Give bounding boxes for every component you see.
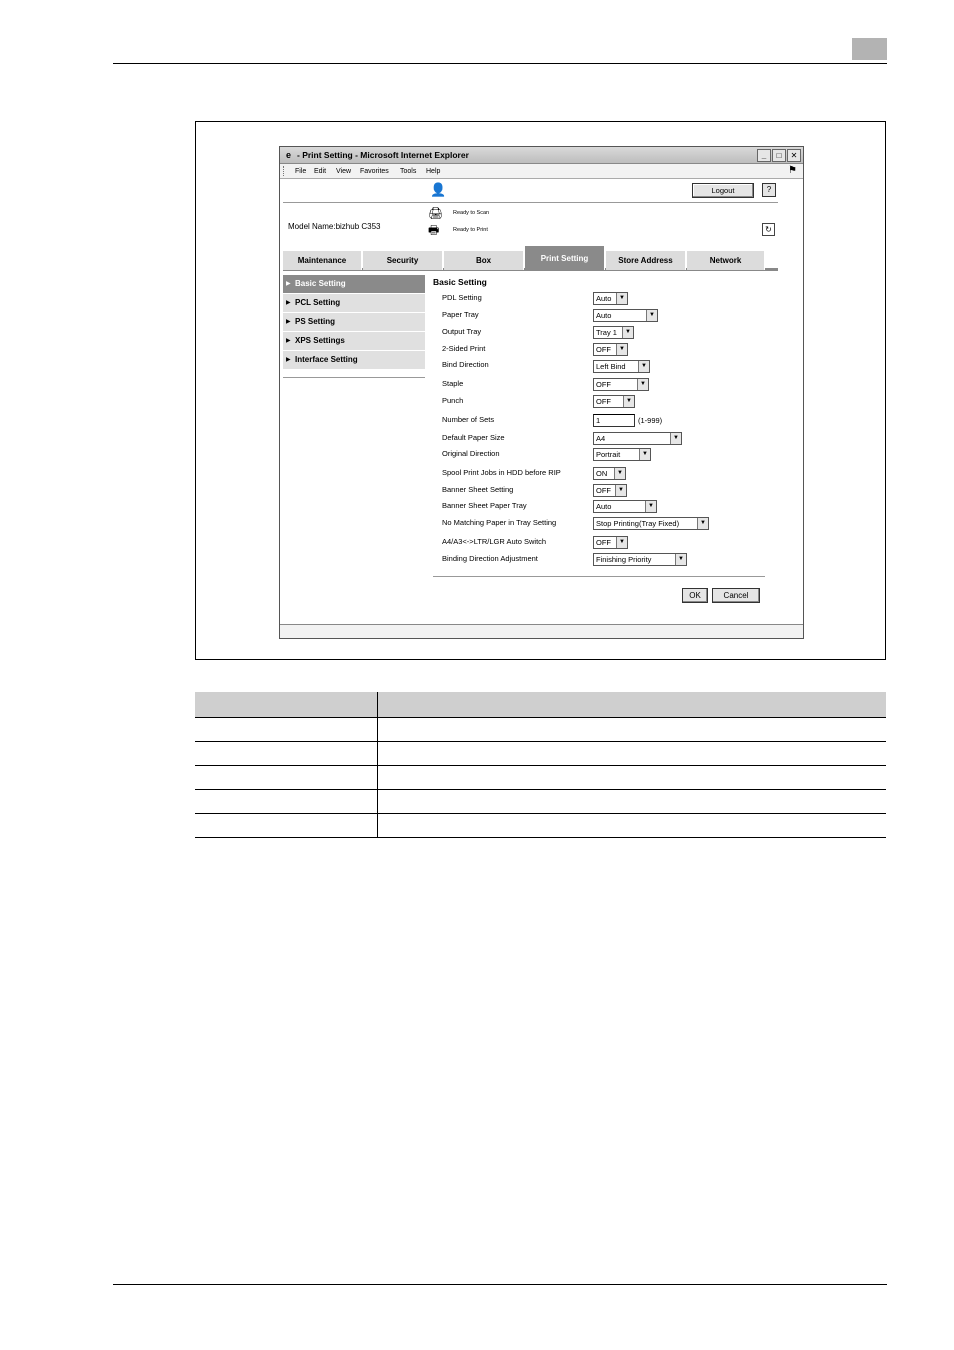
screenshot-figure	[195, 121, 886, 660]
auto-switch-value: OFF	[596, 538, 611, 547]
tab-box[interactable]: Box	[444, 251, 524, 270]
minimize-button[interactable]: _	[757, 149, 771, 162]
staple-select[interactable]	[593, 378, 649, 391]
chevron-down-icon: ▼	[645, 501, 656, 512]
bind-direction-label: Bind Direction	[442, 360, 489, 369]
window-title: - Print Setting - Microsoft Internet Explorer	[297, 150, 469, 160]
two-sided-print-label: 2-Sided Print	[442, 344, 486, 353]
staple-label: Staple	[442, 379, 464, 388]
refresh-icon[interactable]: ↻	[762, 223, 775, 236]
punch-select[interactable]	[593, 395, 635, 408]
sidebar-divider	[283, 377, 425, 379]
output-tray-select[interactable]	[593, 326, 634, 339]
default-paper-size-value: A4	[596, 434, 606, 443]
sidebar-item-ps-setting[interactable]	[283, 313, 425, 331]
table-cell	[377, 789, 886, 813]
banner-sheet-setting-select[interactable]	[593, 484, 627, 497]
punch-label: Punch	[442, 396, 464, 405]
chevron-down-icon: ▼	[622, 327, 633, 338]
help-button[interactable]: ?	[762, 183, 776, 197]
default-paper-size-select[interactable]	[593, 432, 682, 445]
triangle-right-icon: ▶	[286, 357, 291, 363]
spool-print-jobs-label: Spool Print Jobs in HDD before RIP	[442, 468, 561, 477]
table-cell	[377, 813, 886, 837]
no-matching-paper-label: No Matching Paper in Tray Setting	[442, 518, 557, 527]
sidebar-item-xps-settings[interactable]	[283, 332, 425, 350]
table-row	[195, 717, 886, 741]
page-number-tab	[852, 38, 887, 60]
chevron-down-icon: ▼	[670, 433, 681, 444]
table-cell	[195, 717, 377, 741]
windows-flag-icon: ⚑	[788, 165, 797, 176]
paper-tray-value: Auto	[596, 311, 612, 320]
scan-status: Ready to Scan	[453, 210, 490, 216]
table-header-cell	[195, 692, 377, 717]
bind-direction-value: Left Bind	[596, 362, 626, 371]
banner-sheet-setting-label: Banner Sheet Setting	[442, 485, 514, 494]
menu-tools[interactable]: Tools	[400, 168, 417, 175]
menu-edit[interactable]: Edit	[314, 168, 327, 175]
printer-icon: 🖶	[428, 223, 440, 237]
form-divider	[433, 576, 765, 577]
pdl-setting-label: PDL Setting	[442, 293, 482, 302]
number-of-sets-input[interactable]: 1	[593, 414, 635, 427]
chevron-down-icon: ▼	[615, 485, 626, 496]
chevron-down-icon: ▼	[616, 344, 627, 355]
original-direction-select[interactable]	[593, 448, 651, 461]
chevron-down-icon: ▼	[616, 293, 627, 304]
sidebar	[283, 275, 425, 379]
ie-logo-icon: e	[285, 150, 291, 160]
triangle-right-icon: ▶	[286, 338, 291, 344]
default-paper-size-label: Default Paper Size	[442, 433, 505, 442]
table-row	[195, 765, 886, 789]
spool-print-jobs-select[interactable]	[593, 467, 626, 480]
triangle-right-icon: ▶	[286, 281, 291, 287]
sidebar-item-basic-setting[interactable]	[283, 275, 425, 293]
pdl-setting-select[interactable]	[593, 292, 628, 305]
tab-maintenance[interactable]: Maintenance	[283, 251, 362, 270]
menu-view[interactable]: View	[336, 168, 352, 175]
no-matching-paper-select[interactable]	[593, 517, 709, 530]
model-name: Model Name:bizhub C353	[288, 222, 381, 231]
auto-switch-select[interactable]	[593, 536, 628, 549]
header-divider	[283, 202, 778, 203]
table-header-cell	[377, 692, 886, 717]
table-cell	[377, 765, 886, 789]
window-titlebar	[280, 147, 803, 164]
output-tray-value: Tray 1	[596, 328, 617, 337]
close-button[interactable]: ✕	[787, 149, 801, 162]
cancel-button[interactable]: Cancel	[712, 588, 760, 603]
chevron-down-icon: ▼	[697, 518, 708, 529]
banner-sheet-setting-value: OFF	[596, 486, 611, 495]
tab-bar	[283, 249, 778, 271]
basic-setting-panel	[433, 275, 778, 615]
maximize-button[interactable]: □	[772, 149, 786, 162]
sidebar-item-pcl-setting[interactable]	[283, 294, 425, 312]
table-cell	[195, 741, 377, 765]
triangle-right-icon: ▶	[286, 319, 291, 325]
menu-bar	[280, 164, 803, 179]
document-table	[195, 692, 886, 838]
table-cell	[195, 765, 377, 789]
tab-store-address[interactable]: Store Address	[606, 251, 686, 270]
print-status: Ready to Print	[453, 227, 488, 233]
browser-status-bar	[280, 624, 803, 639]
menu-help[interactable]: Help	[426, 168, 441, 175]
binding-direction-adjustment-label: Binding Direction Adjustment	[442, 554, 538, 563]
page-top-rule	[113, 63, 887, 64]
table-cell	[377, 717, 886, 741]
number-of-sets-label: Number of Sets	[442, 415, 495, 424]
sidebar-item-label: PS Setting	[295, 317, 336, 326]
chevron-down-icon: ▼	[616, 537, 627, 548]
table-cell	[195, 813, 377, 837]
bind-direction-select[interactable]	[593, 360, 650, 373]
chevron-down-icon: ▼	[675, 554, 686, 565]
web-app	[283, 180, 778, 635]
ok-button[interactable]: OK	[682, 588, 708, 603]
two-sided-print-select[interactable]	[593, 343, 628, 356]
tab-print-setting[interactable]: Print Setting	[525, 246, 605, 270]
output-tray-label: Output Tray	[442, 327, 482, 336]
table-header-row	[195, 692, 886, 717]
staple-value: OFF	[596, 380, 611, 389]
ie-window	[279, 146, 804, 639]
sidebar-item-label: Basic Setting	[295, 279, 346, 288]
table-row	[195, 789, 886, 813]
chevron-down-icon: ▼	[639, 449, 650, 460]
page-bottom-rule	[113, 1284, 887, 1285]
triangle-right-icon: ▶	[286, 300, 291, 306]
table-row	[195, 741, 886, 765]
pdl-setting-value: Auto	[596, 294, 612, 303]
chevron-down-icon: ▼	[614, 468, 625, 479]
original-direction-label: Original Direction	[442, 449, 500, 458]
punch-value: OFF	[596, 397, 611, 406]
logout-button[interactable]: Logout	[692, 183, 754, 198]
banner-sheet-paper-tray-label: Banner Sheet Paper Tray	[442, 501, 527, 510]
banner-sheet-paper-tray-value: Auto	[596, 502, 612, 511]
binding-direction-adjustment-value: Finishing Priority	[596, 555, 652, 564]
number-of-sets-range: (1-999)	[638, 416, 663, 425]
menubar-grip	[283, 166, 285, 176]
table-row	[195, 813, 886, 837]
table-cell	[377, 741, 886, 765]
chevron-down-icon: ▼	[637, 379, 648, 390]
tab-network[interactable]: Network	[687, 251, 765, 270]
table-cell	[195, 789, 377, 813]
banner-sheet-paper-tray-select[interactable]	[593, 500, 657, 513]
original-direction-value: Portrait	[596, 450, 621, 459]
section-title: Basic Setting	[433, 277, 487, 287]
tab-security[interactable]: Security	[363, 251, 443, 270]
paper-tray-select[interactable]	[593, 309, 658, 322]
auto-switch-label: A4/A3<->LTR/LGR Auto Switch	[442, 537, 547, 546]
sidebar-item-label: PCL Setting	[295, 298, 341, 307]
chevron-down-icon: ▼	[646, 310, 657, 321]
two-sided-print-value: OFF	[596, 345, 611, 354]
sidebar-item-label: Interface Setting	[295, 355, 358, 364]
spool-print-jobs-value: ON	[596, 469, 608, 478]
user-icon: 👤	[430, 182, 447, 197]
binding-direction-adjustment-select[interactable]	[593, 553, 687, 566]
chevron-down-icon: ▼	[638, 361, 649, 372]
menu-file[interactable]: File	[295, 168, 307, 175]
scanner-icon: 🖨	[428, 206, 444, 220]
sidebar-item-label: XPS Settings	[295, 336, 345, 345]
paper-tray-label: Paper Tray	[442, 310, 479, 319]
sidebar-item-interface-setting[interactable]	[283, 351, 425, 369]
chevron-down-icon: ▼	[623, 396, 634, 407]
no-matching-paper-value: Stop Printing(Tray Fixed)	[596, 519, 680, 528]
menu-favorites[interactable]: Favorites	[360, 168, 389, 175]
